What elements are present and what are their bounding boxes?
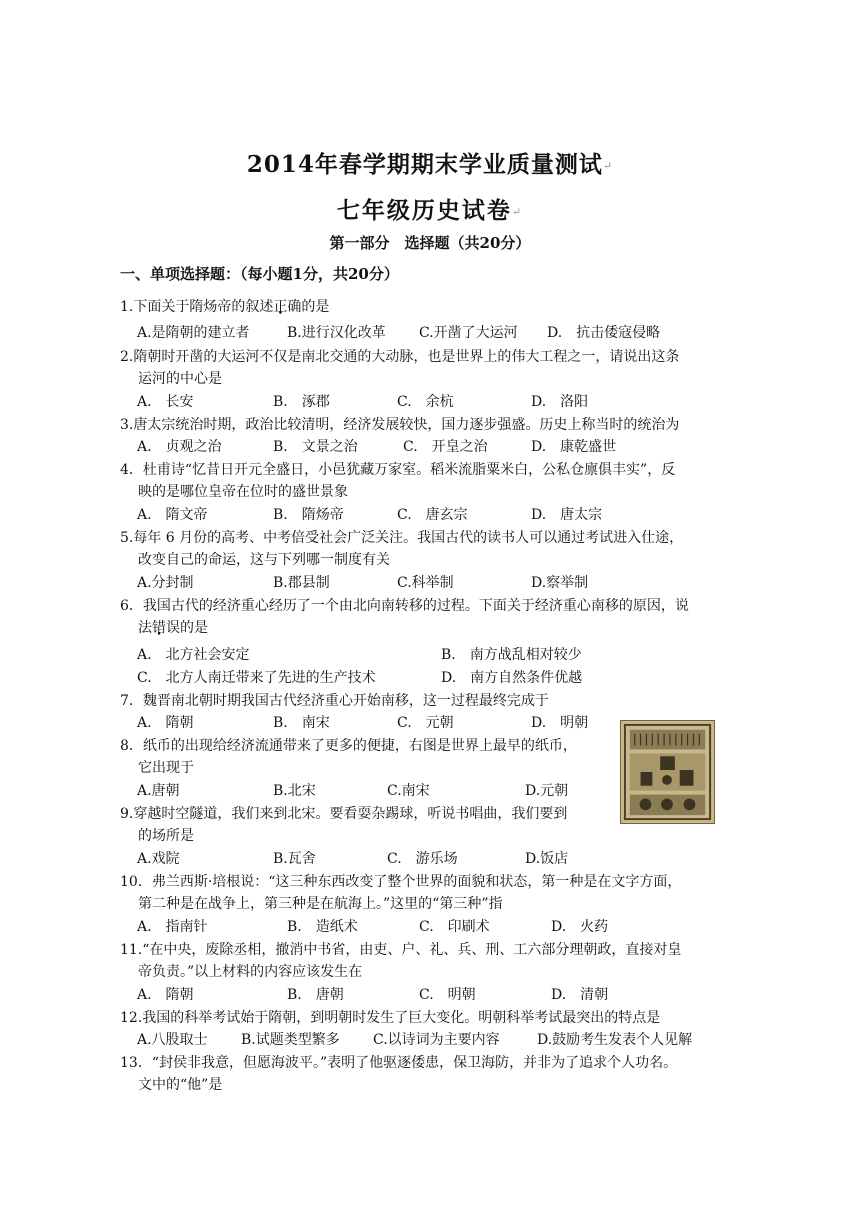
- option-c: C.以诗词为主要内容: [373, 1032, 500, 1048]
- option-a: A.戏院: [137, 851, 180, 867]
- option-b: B.试题类型繁多: [241, 1032, 340, 1048]
- option-a: A. 指南针: [137, 919, 208, 935]
- part-heading: 第一部分 选择题（共20分）: [329, 234, 531, 252]
- section-heading: 一、单项选择题：（每小题1分，共20分）: [120, 265, 399, 283]
- option-c: C.科举制: [397, 575, 454, 591]
- option-a: A. 隋文帝: [137, 507, 208, 523]
- question-3: 3.唐太宗统治时期，政治比较清明，经济发展较快，国力逐步强盛。历史上称当时的统治为: [120, 417, 680, 433]
- question-8: 8．纸币的出现给经济流通带来了更多的便捷，右图是世界上最早的纸币， 它出现于: [120, 738, 577, 776]
- question-7: 7．魏晋南北朝时期我国古代经济重心开始南移，这一过程最终完成于: [120, 693, 549, 709]
- option-a: A. 长安: [137, 394, 194, 410]
- option-d: D.元朝: [525, 783, 569, 799]
- option-b: B.北宋: [273, 783, 316, 799]
- option-d: D.鼓励考生发表个人见解: [537, 1032, 693, 1048]
- option-d: D. 抗击倭寇侵略: [547, 325, 661, 341]
- option-a: A. 隋朝: [137, 987, 194, 1003]
- question-13: 13．“封侯非我意，但愿海波平。”表明了他驱逐倭患，保卫海防，并非为了追求个人功名。 文中的“他”是: [120, 1055, 678, 1093]
- emphasis-char: 正: [273, 299, 288, 315]
- option-b: B.瓦舍: [273, 851, 316, 867]
- option-b: B.郡县制: [273, 575, 330, 591]
- exam-title: 2014年春学期期末学业质量测试↵: [246, 151, 614, 178]
- option-b: B. 唐朝: [287, 987, 344, 1003]
- option-d: D. 火药: [551, 919, 609, 935]
- option-c: C. 唐玄宗: [397, 507, 468, 523]
- option-c: C. 元朝: [397, 715, 454, 731]
- option-b: B. 造纸术: [287, 919, 358, 935]
- option-b: B.进行汉化改革: [287, 325, 386, 341]
- question-6: 6．我国古代的经济重心经历了一个由北向南转移的过程。下面关于经济重心南移的原因，说 法错误的是: [120, 598, 689, 636]
- question-10: 10．弗兰西斯·培根说：“这三种东西改变了整个世界的面貌和状态，第一种是在文字方面， 第二种是在战争上，第三种是在航海上。”这里的“第三种”指: [120, 874, 682, 912]
- question-1: 1.下面关于隋炀帝的叙述正确的是: [120, 299, 330, 315]
- paragraph-mark-icon: ↵: [511, 205, 524, 219]
- option-b: B. 涿郡: [273, 394, 330, 410]
- option-c: C. 游乐场: [387, 851, 458, 867]
- question-11: 11.“在中央，废除丞相，撤消中书省，由吏、户、礼、兵、刑、工六部分理朝政，直接对皇 帝负责。”以上材料的内容应该发生在: [120, 942, 682, 980]
- option-d: D. 洛阳: [531, 394, 589, 410]
- option-a: A. 贞观之治: [137, 439, 222, 455]
- option-a: A.八股取士: [137, 1032, 208, 1048]
- option-d: D.察举制: [531, 575, 589, 591]
- option-d: D.饭店: [525, 851, 569, 867]
- option-d: D. 康乾盛世: [531, 439, 617, 455]
- option-c: C. 明朝: [419, 987, 476, 1003]
- exam-subtitle: 七年级历史试卷↵: [336, 197, 524, 224]
- question-9: 9.穿越时空隧道，我们来到北宋。要看耍杂踢球，听说书唱曲，我们要到 的场所是: [120, 806, 568, 844]
- option-c: C. 开皇之治: [403, 439, 488, 455]
- question-12: 12.我国的科举考试始于隋朝，到明朝时发生了巨大变化。明朝科举考试最突出的特点是: [120, 1010, 661, 1026]
- option-d: D. 明朝: [531, 715, 589, 731]
- question-5: 5.每年 6 月份的高考、中考倍受社会广泛关注。我国古代的读书人可以通过考试进入仕途， 改变自己的命运，这与下列哪一制度有关: [120, 530, 684, 568]
- option-b: B. 南宋: [273, 715, 330, 731]
- option-c: C.开凿了大运河: [419, 325, 518, 341]
- option-c: C.南宋: [387, 783, 430, 799]
- option-a: A.是隋朝的建立者: [137, 325, 250, 341]
- option-a: A.唐朝: [137, 783, 180, 799]
- option-d: D. 唐太宗: [531, 507, 603, 523]
- option-b: B. 隋炀帝: [273, 507, 344, 523]
- option-d: D. 南方自然条件优越: [441, 670, 583, 686]
- option-c: C. 余杭: [397, 394, 454, 410]
- option-a: A. 北方社会安定: [137, 647, 250, 663]
- paragraph-mark-icon: ↵: [602, 159, 614, 173]
- option-c: C. 北方人南迁带来了先进的生产技术: [137, 670, 376, 686]
- option-b: B. 文景之治: [273, 439, 358, 455]
- option-c: C. 印刷术: [419, 919, 490, 935]
- option-d: D. 清朝: [551, 987, 609, 1003]
- option-a: A.分封制: [137, 575, 194, 591]
- emphasis-char: 错: [152, 620, 166, 636]
- question-4: 4．杜甫诗“忆昔日开元全盛日，小邑犹藏万家室。稻米流脂粟米白，公私仓廪俱丰实”，反 映的是哪位皇帝在位时的盛世景象: [120, 462, 676, 500]
- option-b: B. 南方战乱相对较少: [441, 647, 582, 663]
- option-a: A. 隋朝: [137, 715, 194, 731]
- question-2: 2.隋朝时开凿的大运河不仅是南北交通的大动脉，也是世界上的伟大工程之一，请说出这条 运河的中心是: [120, 349, 680, 387]
